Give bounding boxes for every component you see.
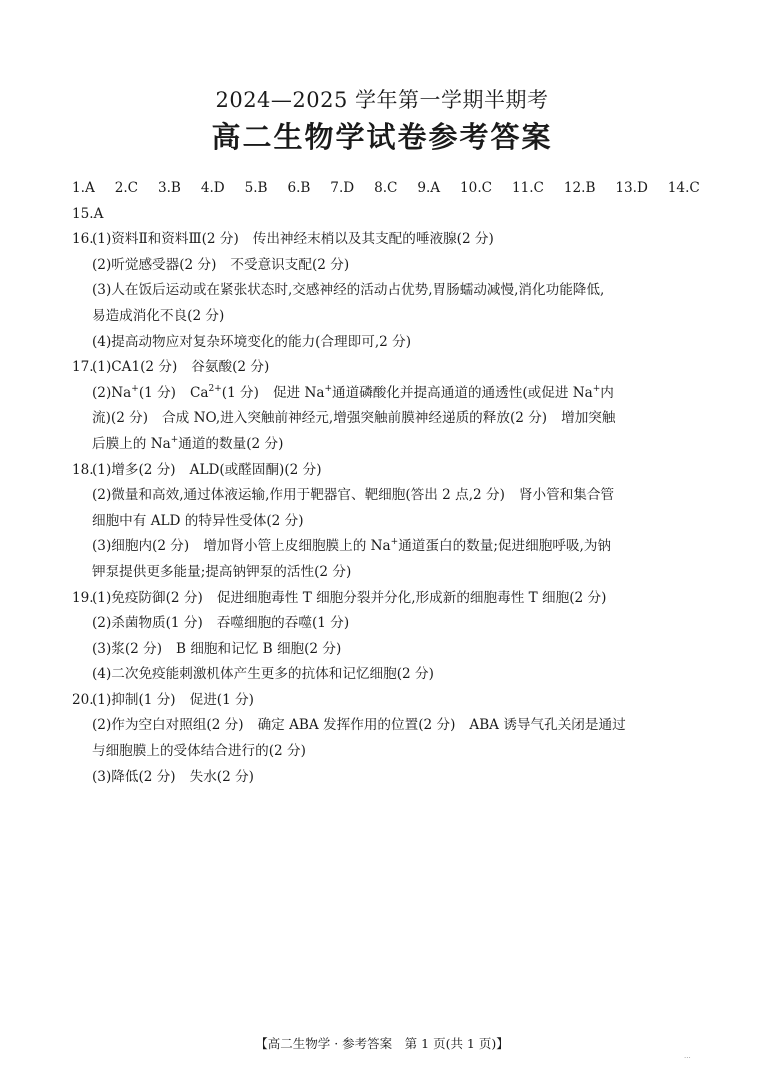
answer-text: 通道磷酸化并提高通道的通透性(或促进 Na [332, 384, 593, 401]
q19-part4: (4)二次免疫能刺激机体产生更多的抗体和记忆细胞(2 分) [92, 666, 434, 683]
mc-answer: 8.C [374, 180, 398, 196]
answer-text: (2)微量和高效,通过体液运输,作用于靶器官、靶细胞(答出 2 点,2 分) [92, 487, 505, 504]
mc-answer: 2.C [114, 180, 139, 196]
question-number: 16. [72, 231, 94, 248]
answer-text: (3)浆(2 分) [92, 640, 163, 657]
answer-text: 促进细胞毒性 T 细胞分裂并分化,形成新的细胞毒性 T 细胞(2 分) [216, 589, 607, 606]
mc-answer: 4.D [200, 180, 225, 196]
q18-part1 [72, 458, 700, 484]
superscript: + [170, 434, 179, 445]
answer-text: 失水(2 分) [189, 768, 254, 785]
answer-text: 增加突触 [561, 410, 616, 427]
mc-answer: 12.B [563, 180, 596, 196]
answer-text: 促进 Na [272, 384, 325, 401]
answer-text: 确定 ABA 发挥作用的位置(2 分) [257, 717, 456, 734]
answer-text: (3)降低(2 分) [92, 768, 176, 785]
page-title: 高二生物学试卷参考答案 [211, 120, 553, 154]
answer-text: 肾小管和集合管 [518, 487, 615, 504]
mc-answer: 1.A [72, 180, 95, 196]
question-number: 18. [72, 461, 94, 478]
superscript: 2+ [208, 383, 222, 394]
q20-part2 [72, 713, 700, 739]
answer-text: 流)(2 分) [92, 410, 149, 427]
question-number: 20. [72, 691, 94, 708]
q17-part2 [72, 381, 700, 407]
answer-text: (2)作为空白对照组(2 分) [92, 717, 244, 734]
answer-text: 后膜上的 Na [92, 435, 171, 452]
superscript: + [324, 383, 333, 394]
q16-part3: (3)人在饭后运动或在紧张状态时,交感神经的活动占优势,胃肠蠕动减慢,消化功能降低, [92, 282, 605, 299]
answer-text: 内 [600, 384, 614, 401]
answer-text: (2)Na [92, 384, 132, 401]
question-number: 19. [72, 589, 94, 606]
mc-answer: 14.C [667, 180, 700, 196]
q18-part3-cont: 钾泵提供更多能量;提高钠钾泵的活性(2 分) [92, 563, 352, 580]
q16-part4: (4)提高动物应对复杂环境变化的能力(合理即可,2 分) [92, 333, 412, 350]
answer-text: 谷氨酸(2 分) [191, 359, 270, 376]
mc-answer: 5.B [244, 180, 268, 196]
q16-part2 [72, 253, 700, 279]
answer-text: (1)资料Ⅱ和资料Ⅲ(2 分) [92, 231, 239, 248]
answer-text: 增加肾小管上皮细胞膜上的 Na [203, 538, 391, 555]
exam-year-title: 2024—2025 学年第一学期半期考 [215, 88, 549, 112]
footer-mark: ... [684, 1052, 691, 1060]
answer-text: (1)CA1(2 分) [92, 359, 178, 376]
answer-text: (1)免疫防御(2 分) [92, 589, 203, 606]
mc-answer: 3.B [157, 180, 181, 196]
answer-text: (2)杀菌物质(1 分) [92, 615, 203, 632]
answer-text: (1)抑制(1 分) [92, 691, 176, 708]
q17-part2-cont [72, 432, 700, 458]
mc-answer: 10.C [460, 180, 493, 196]
superscript: + [390, 537, 399, 548]
answer-content [72, 176, 700, 790]
mc-answer-row [72, 202, 700, 228]
mc-answer: 7.D [330, 180, 355, 196]
answer-text: (1)增多(2 分) [92, 461, 176, 478]
q17-part2-cont [72, 406, 700, 432]
answer-text: 通道蛋白的数量;促进细胞呼吸,为钠 [398, 538, 612, 555]
q20-part1 [72, 688, 700, 714]
answer-text: 合成 NO,进入突触前神经元,增强突触前膜神经递质的释放(2 分) [162, 410, 548, 427]
q19-part2 [72, 611, 700, 637]
q18-part2 [72, 483, 700, 509]
answer-text: 促进(1 分) [189, 691, 254, 708]
q17-part1 [72, 355, 700, 381]
mc-answer: 11.C [511, 180, 544, 196]
answer-text: (2)听觉感受器(2 分) [92, 256, 217, 273]
answer-text: (1 分) [138, 384, 176, 401]
answer-text: 吞噬细胞的吞噬(1 分) [216, 615, 350, 632]
superscript: + [131, 383, 139, 394]
answer-text: (1 分) [221, 384, 259, 401]
q19-part1 [72, 586, 700, 612]
answer-text: 传出神经末梢以及其支配的唾液腺(2 分) [252, 231, 494, 248]
q19-part3 [72, 637, 700, 663]
answer-text: B 细胞和记忆 B 细胞(2 分) [176, 640, 342, 657]
page-footer: 【高二生物学 · 参考答案 第 1 页(共 1 页)】 [255, 1036, 509, 1051]
q16-part1 [72, 227, 700, 253]
superscript: + [592, 383, 601, 394]
answer-text: 通道的数量(2 分) [178, 435, 284, 452]
q18-part3 [72, 534, 700, 560]
mc-answer: 15.A [72, 205, 104, 222]
question-number: 17. [72, 359, 94, 376]
mc-answer: 9.A [417, 180, 441, 196]
mc-answer-row [72, 176, 700, 202]
q20-part2-cont: 与细胞膜上的受体结合进行的(2 分) [92, 743, 306, 760]
answer-text: (3)细胞内(2 分) [92, 538, 190, 555]
answer-text: 不受意识支配(2 分) [230, 256, 350, 273]
answer-text: ABA 诱导气孔关闭是通过 [469, 717, 626, 734]
answer-text: ALD(或醛固酮)(2 分) [189, 461, 322, 478]
mc-answer: 13.D [615, 180, 648, 196]
q20-part3 [72, 765, 700, 791]
answer-text: Ca [189, 384, 209, 401]
q16-part3-cont: 易造成消化不良(2 分) [92, 307, 225, 324]
q18-part2-cont: 细胞中有 ALD 的特异性受体(2 分) [92, 512, 304, 529]
mc-answer: 6.B [287, 180, 311, 196]
